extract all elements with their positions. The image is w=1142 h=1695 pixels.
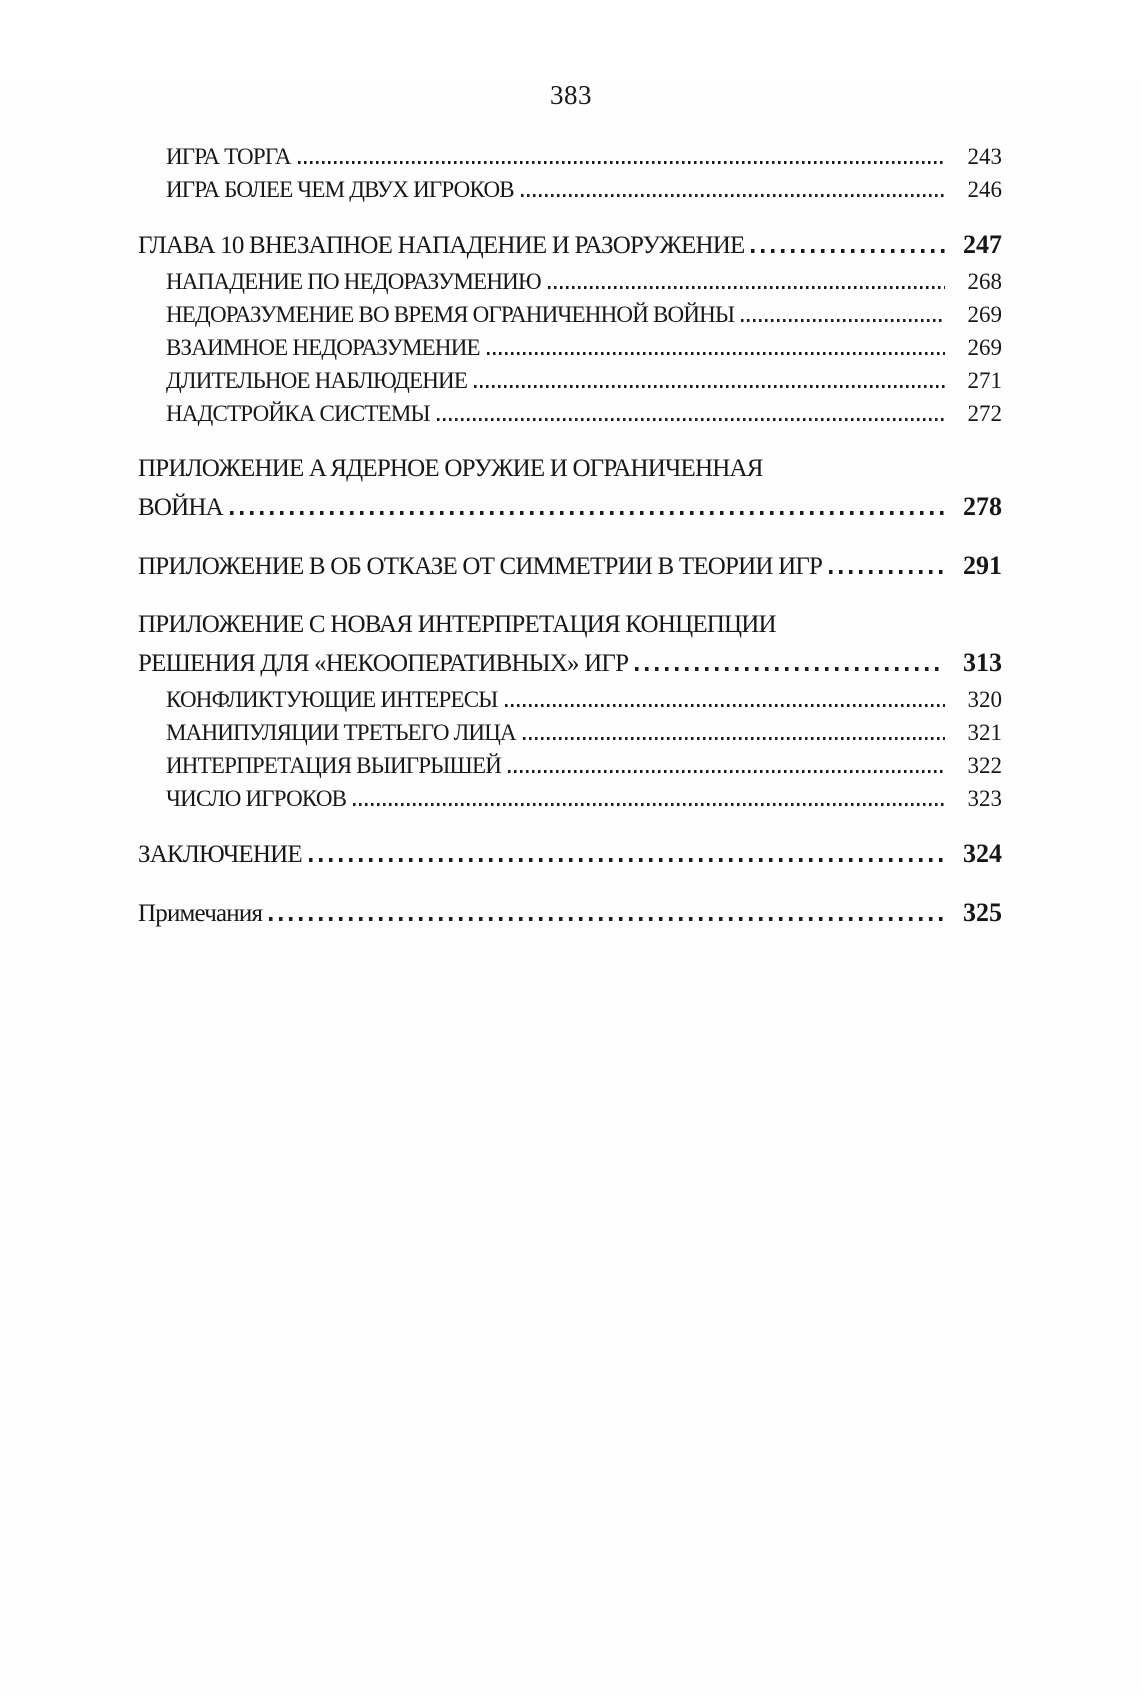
dot-leader	[751, 249, 945, 253]
toc-entry-label-line2: ВОЙНА	[138, 494, 223, 521]
dot-leader	[474, 385, 945, 388]
toc-entry-page-number: 291	[963, 551, 1002, 580]
toc-entry-page-number: 321	[967, 720, 1002, 745]
toc-entry-page-number: 247	[963, 230, 1002, 259]
toc-entry-page-number: 271	[967, 368, 1002, 393]
toc-entry	[138, 606, 1002, 683]
toc-entry-label: ИНТЕРПРЕТАЦИЯ ВЫИГРЫШЕЙ	[166, 753, 502, 778]
toc-entry-label: КОНФЛИКТУЮЩИЕ ИНТЕРЕСЫ	[166, 687, 498, 712]
dot-leader	[523, 737, 945, 740]
toc-entry-label: НАДСТРОЙКА СИСТЕМЫ	[166, 401, 430, 426]
toc-entry-page-number: 269	[967, 335, 1002, 360]
toc-entry	[138, 265, 1002, 298]
toc-entry-label: МАНИПУЛЯЦИИ ТРЕТЬЕГО ЛИЦА	[166, 720, 516, 745]
toc-entry-page-number: 323	[967, 786, 1002, 811]
toc-entry	[138, 716, 1002, 749]
toc-entry-label: ВЗАИМНОЕ НЕДОРАЗУМЕНИЕ	[166, 335, 480, 360]
toc-entry-label: НЕДОРАЗУМЕНИЕ ВО ВРЕМЯ ОГРАНИЧЕННОЙ ВОЙНЫ	[166, 302, 735, 327]
dot-leader	[437, 418, 945, 421]
toc-entry-page-number: 269	[967, 302, 1002, 327]
toc-entry	[138, 364, 1002, 397]
toc-entry-label: Примечания	[138, 900, 263, 927]
dot-leader	[298, 161, 945, 164]
toc-entry	[138, 140, 1002, 173]
toc-entry-page-number: 324	[963, 839, 1002, 868]
dot-leader	[521, 194, 945, 197]
toc-entry-label: ПРИЛОЖЕНИЕ B ОБ ОТКАЗЕ ОТ СИММЕТРИИ В ТЕОРИИ ИГР	[138, 553, 823, 580]
toc-entry-page-number: 313	[963, 648, 1002, 677]
toc-entry-page-number: 246	[967, 177, 1002, 202]
page-number: 383	[550, 80, 592, 110]
toc-entry	[138, 397, 1002, 430]
table-of-contents	[138, 140, 1002, 933]
toc-entry	[138, 298, 1002, 331]
dot-leader	[548, 286, 945, 289]
dot-leader	[353, 803, 945, 806]
dot-leader	[635, 667, 945, 671]
toc-entry-label: ГЛАВА 10 ВНЕЗАПНОЕ НАПАДЕНИЕ И РАЗОРУЖЕНИЕ	[138, 232, 745, 259]
dot-leader	[505, 704, 945, 707]
dot-leader	[230, 511, 945, 515]
toc-entry	[138, 173, 1002, 206]
toc-entry	[138, 782, 1002, 815]
toc-entry-label: ЗАКЛЮЧЕНИЕ	[138, 841, 302, 868]
scanned-book-page	[0, 80, 1142, 1695]
dot-leader	[309, 858, 945, 862]
toc-entry-label: НАПАДЕНИЕ ПО НЕДОРАЗУМЕНИЮ	[166, 269, 541, 294]
toc-entry-page-number: 243	[967, 144, 1002, 169]
toc-entry	[138, 894, 1002, 933]
toc-entry-page-number: 272	[967, 401, 1002, 426]
toc-entry-label-line1: ПРИЛОЖЕНИЕ A ЯДЕРНОЕ ОРУЖИЕ И ОГРАНИЧЕННАЯ	[138, 455, 763, 482]
toc-entry	[138, 450, 1002, 527]
toc-entry	[138, 683, 1002, 716]
toc-entry-label-line2: РЕШЕНИЯ ДЛЯ «НЕКООПЕРАТИВНЫХ» ИГР	[138, 650, 629, 677]
toc-entry	[138, 835, 1002, 874]
toc-entry-page-number: 320	[967, 687, 1002, 712]
toc-entry-page-number: 322	[967, 753, 1002, 778]
toc-entry-label: ИГРА ТОРГА	[166, 144, 291, 169]
toc-entry-page-number: 278	[963, 492, 1002, 521]
dot-leader	[487, 352, 945, 355]
dot-leader	[508, 770, 945, 773]
toc-entry-label: ИГРА БОЛЕЕ ЧЕМ ДВУХ ИГРОКОВ	[166, 177, 514, 202]
toc-entry-label: ЧИСЛО ИГРОКОВ	[166, 786, 347, 811]
toc-entry	[138, 226, 1002, 265]
dot-leader	[829, 570, 945, 574]
toc-entry-label: ДЛИТЕЛЬНОЕ НАБЛЮДЕНИЕ	[166, 368, 468, 393]
toc-entry-page-number: 325	[963, 898, 1002, 927]
toc-entry	[138, 331, 1002, 364]
toc-entry	[138, 547, 1002, 586]
toc-entry-page-number: 268	[967, 269, 1002, 294]
toc-entry-label-line1: ПРИЛОЖЕНИЕ C НОВАЯ ИНТЕРПРЕТАЦИЯ КОНЦЕПЦИИ	[138, 611, 776, 638]
dot-leader	[269, 917, 945, 921]
dot-leader	[741, 319, 945, 322]
toc-entry	[138, 749, 1002, 782]
